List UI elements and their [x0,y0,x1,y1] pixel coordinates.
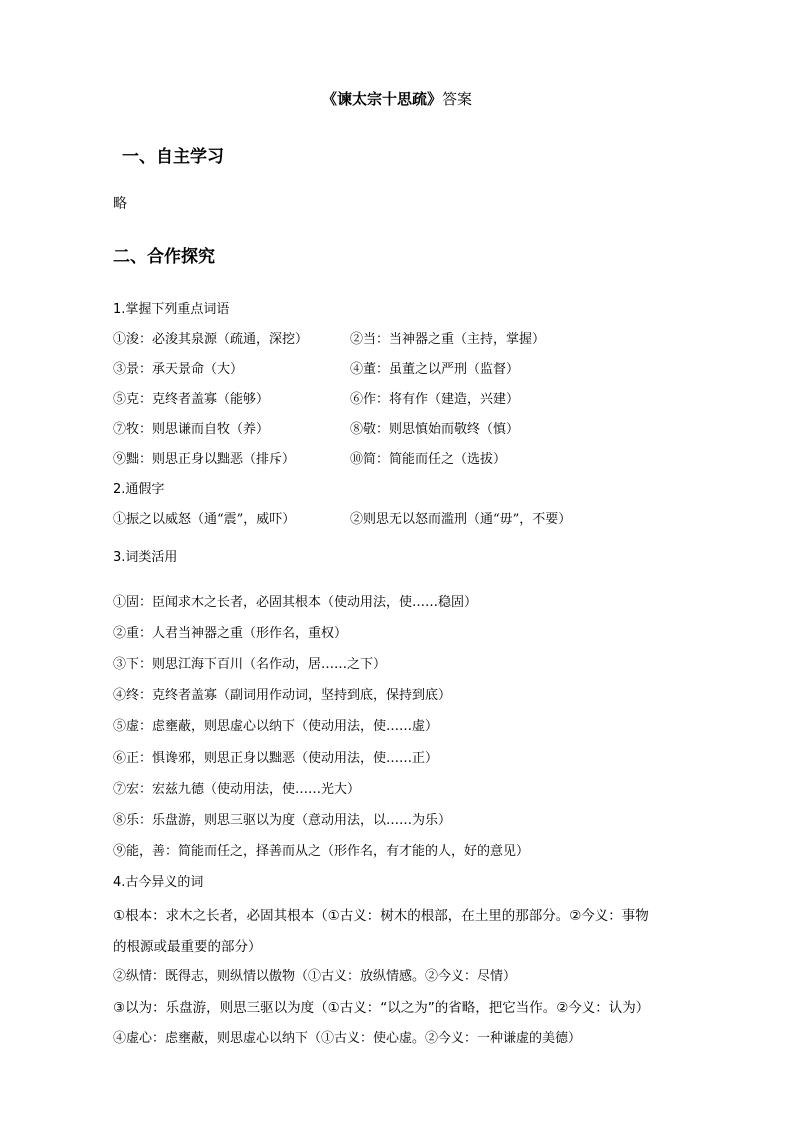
part1-row3-right: ⑥作：将有作（建造，兴建） [350,392,520,407]
part3-item4: ④终：克终者盖寡（副词用作动词，坚持到底，保持到底） [113,688,452,703]
part3-item6: ⑥正：惧谗邪，则思正身以黜恶（使动用法，使……正） [113,751,439,766]
part2-row1-right: ②则思无以怒而滥刑（通“毋”，不要） [350,512,572,527]
part1-row4-right: ⑧敬：则思慎始而敬终（慎） [350,422,520,437]
part4-item2: ②纵情：既得志，则纵情以傲物（①古义：放纵情感。②今义：尽情） [113,969,517,984]
part3-item3: ③下：则思江海下百川（名作动，居……之下） [113,657,387,672]
part1-row2-left: ③景：承天景命（大） [113,362,244,377]
part1-row5-right: ⑩简：简能而任之（选拔） [350,452,507,467]
part1-heading: 1.掌握下列重点词语 [113,302,230,317]
part4-item1-line1: ①根本：求木之长者，必固其根本（①古义：树木的根部，在土里的那部分。②今义：事物 [113,908,649,924]
part1-row1-right: ②当：当神器之重（主持，掌握） [350,332,546,347]
part1-row2-right: ④董：虽董之以严刑（监督） [350,362,520,377]
part1-row4-left: ⑦牧：则思谦而自牧（养） [113,422,270,437]
part1-row5-left: ⑨黜：则思正身以黜恶（排斥） [113,452,296,467]
document-title [0,88,794,109]
part2-row1-left: ①振之以威怒（通“震”，威吓） [113,512,296,527]
part3-item8: ⑧乐：乐盘游，则思三驱以为度（意动用法，以……为乐） [113,813,452,828]
part3-item1: ①固：臣闻求木之长者，必固其根本（使动用法，使……稳固） [113,595,478,610]
section2-heading: 二、合作探究 [113,247,215,267]
part3-heading: 3.词类活用 [113,550,178,565]
part3-item2: ②重：人君当神器之重（形作名，重权） [113,626,348,641]
section1-heading: 一、自主学习 [122,147,224,167]
part4-item3: ③以为：乐盘游，则思三驱以为度（①古义：“以之为”的省略，把它当作。②今义：认为） [113,1000,650,1016]
section1-content: 略 [113,196,127,212]
part3-item5: ⑤虚：虑壅蔽，则思虚心以纳下（使动用法，使……虚） [113,719,439,734]
title-main: 《谏太宗十思疏》 [321,90,442,108]
part3-item9: ⑨能，善：简能而任之，择善而从之（形作名，有才能的人，好的意见） [113,844,530,859]
part1-row1-left: ①浚：必浚其泉源（疏通，深挖） [113,332,309,347]
part4-item1-line2: 的根源或最重要的部分） [113,939,262,955]
title-suffix: 答案 [442,90,473,108]
part1-row3-left: ⑤克：克终者盖寡（能够） [113,392,270,407]
part3-item7: ⑦宏：宏兹九德（使动用法，使……光大） [113,782,361,797]
part4-heading: 4.古今异义的词 [113,875,204,890]
part4-item4: ④虚心：虑壅蔽，则思虚心以纳下（①古义：使心虚。②今义：一种谦虚的美德） [113,1031,582,1046]
part2-heading: 2.通假字 [113,482,165,497]
